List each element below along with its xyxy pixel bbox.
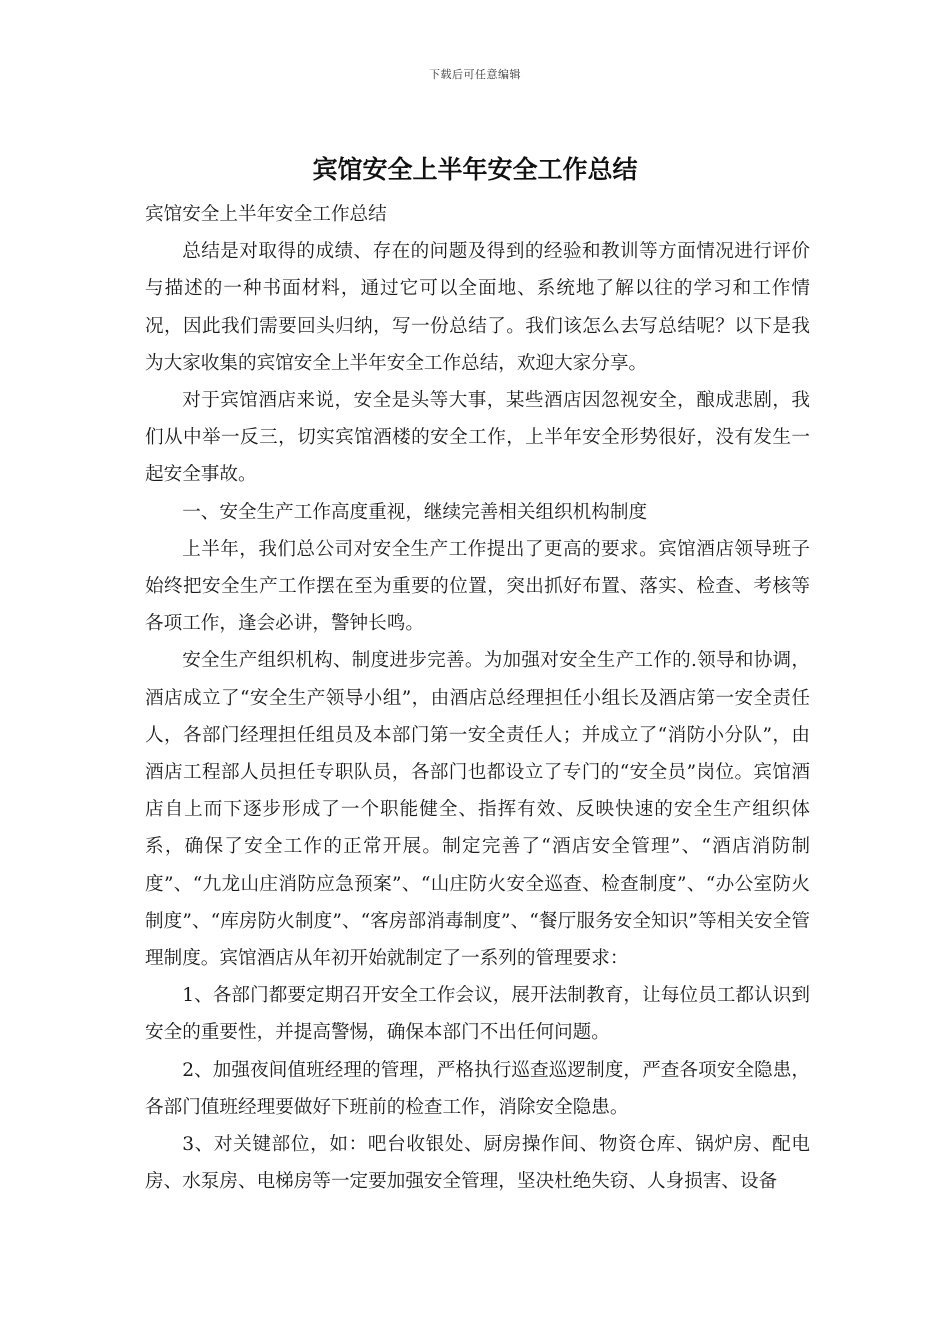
list-item: 2、加强夜间值班经理的管理，严格执行巡查巡逻制度，严查各项安全隐患，各部门值班经理要做好下班前的检查工作，消除安全隐患。 <box>145 1059 810 1118</box>
body-paragraph: 安全生产组织机构、制度进步完善。为加强对安全生产工作的.领导和协调，酒店成立了“安全生产领导小组”，由酒店总经理担任小组长及酒店第一安全责任人，各部门经理担任组员及本部门第一安全责任人；并成立了“消防小分队”，由酒店工程部人员担任专职队员，各部门也都设立了专门的“安全员”岗位。宾馆酒店自上而下逐步形成了一个职能健全、指挥有效、反映快速的安全生产组织体系，确保了安全工作的正常开展。制定完善了“酒店安全管理”、“酒店消防制度”、“九龙山庄消防应急预案”、“山庄防火安全巡查、检查制度”、“办公室防火制度”、“库房防火制度”、“客房部消毒制度”、“餐厅服务安全知识”等相关安全管理制度。宾馆酒店从年初开始就制定了一系列的管理要求： <box>145 650 810 970</box>
body-paragraph: 总结是对取得的成绩、存在的问题及得到的经验和教训等方面情况进行评价与描述的一种书面材料，通过它可以全面地、系统地了解以往的学习和工作情况，因此我们需要回头归纳，写一份总结了。我们该怎么去写总结呢？以下是我为大家收集的宾馆安全上半年安全工作总结，欢迎大家分享。 <box>145 241 810 374</box>
document-title: 宾馆安全上半年安全工作总结 <box>312 155 638 184</box>
list-item: 3、对关键部位，如：吧台收银处、厨房操作间、物资仓库、锅炉房、配电房、水泵房、电梯房等一定要加强安全管理，坚决杜绝失窃、人身损害、设备 <box>145 1134 810 1193</box>
body-paragraph: 对于宾馆酒店来说，安全是头等大事，某些酒店因忽视安全，酿成悲剧，我们从中举一反三，切实宾馆酒楼的安全工作，上半年安全形势很好，没有发生一起安全事故。 <box>145 390 810 486</box>
subtitle-paragraph: 宾馆安全上半年安全工作总结 <box>145 204 387 225</box>
section-heading: 一、安全生产工作高度重视，继续完善相关组织机构制度 <box>182 501 648 523</box>
list-item: 1、各部门都要定期召开安全工作会议，展开法制教育，让每位员工都认识到安全的重要性，并提高警惕，确保本部门不出任何问题。 <box>145 985 810 1044</box>
document-body <box>145 196 810 1200</box>
header-note: 下载后可任意编辑 <box>429 68 521 81</box>
body-paragraph: 上半年，我们总公司对安全生产工作提出了更高的要求。宾馆酒店领导班子始终把安全生产工作摆在至为重要的位置，突出抓好布置、落实、检查、考核等各项工作，逢会必讲，警钟长鸣。 <box>145 538 810 635</box>
